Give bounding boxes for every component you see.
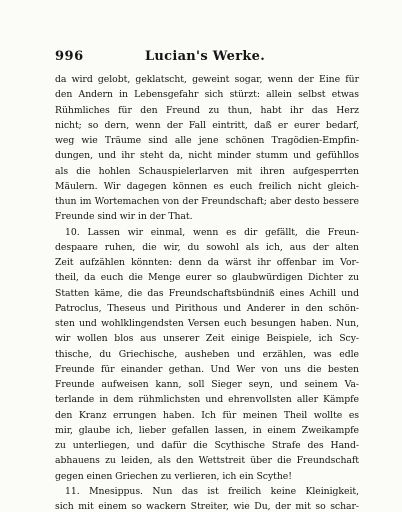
text-line: Mäulern. Wir dagegen können es euch freilich nicht gleich- [55,180,359,192]
text-line: despaare ruhen, die wir, du sowohl als ich, aus der alten [55,241,359,253]
text-line: gegen einen Griechen zu verlieren, ich ein Scythe! [55,470,292,482]
paragraph-3 [55,484,359,512]
text-line: als die hohlen Schauspielerlarven mit ihren aufgesperrten [55,165,359,177]
paragraph-2 [55,225,359,484]
text-line: dungen, und ihr steht da, nicht minder stumm und gefühllos [55,150,359,162]
running-title: Lucian's Werke. [144,49,266,64]
text-line: nicht; so dern, wenn der Fall eintritt, daß er eurer bedarf, [55,119,359,131]
text-line: abhauens zu leiden, als den Wettstreit über die Freundschaft [55,455,359,467]
paragraph-1 [55,72,359,225]
text-line: terlande in dem rühmlichsten und ehrenvollsten aller Kämpfe [55,394,359,406]
page-number: 996 [55,49,84,64]
text-line: theil, da euch die Menge eurer so glaubwürdigen Dichter zu [55,272,359,284]
text-line: Patroclus, Theseus und Pirithous und Anderer in den schön- [55,302,359,314]
text-line: den Andern in Lebensgefahr sich stürzt: allein selbst etwas [55,89,359,101]
page-header [55,49,355,67]
text-line: da wird gelobt, geklatscht, geweint sogar, wenn der Eine für [55,74,359,85]
text-line: Rühmliches für den Freund zu thun, habt ihr das Herz [55,104,359,116]
text-line: 10. Lassen wir einmal, wenn es dir gefällt, die Freun- [65,226,359,238]
text-line: weg wie Träume sind alle jene schönen Tragödien-Empfin- [55,135,359,146]
text-line: Freunde für einander gethan. Und Wer von uns die besten [55,363,359,375]
text-line: sten und wohlklingendsten Versen euch besungen haben. Nun, [55,318,359,329]
text-line: Freunde aufweisen kann, soll Sieger seyn, und seinem Va- [55,379,359,390]
text-line: Statten käme, die das Freundschaftsbündniß eines Achill und [55,287,359,299]
text-line: wir wollen blos aus unserer Zeit einige Beispiele, ich Scy- [55,333,359,345]
text-line: 11. Mnesippus. Nun das ist freilich keine Kleinigkeit, [65,485,359,497]
text-line: sich mit einem so wackern Streiter, wie Du, der mit so schar- [55,501,359,512]
text-line: thische, du Griechische, ausheben und erzählen, was edle [55,348,359,360]
text-line: Zeit aufzählen könnten: denn da wärst ihr offenbar im Vor- [55,257,359,268]
body-text [55,72,359,512]
text-line: thun im Wortemachen von der Freundschaft; aber desto bessere [55,196,359,207]
text-line: zu unterliegen, und dafür die Scythische Strafe des Hand- [55,440,359,451]
text-line: mir, glaube ich, lieber gefallen lassen, in einem Zweikampfe [55,424,359,436]
text-line: Freunde sind wir in der That. [55,211,193,223]
text-line: den Kranz errungen haben. Ich für meinen Theil wollte es [55,409,359,421]
